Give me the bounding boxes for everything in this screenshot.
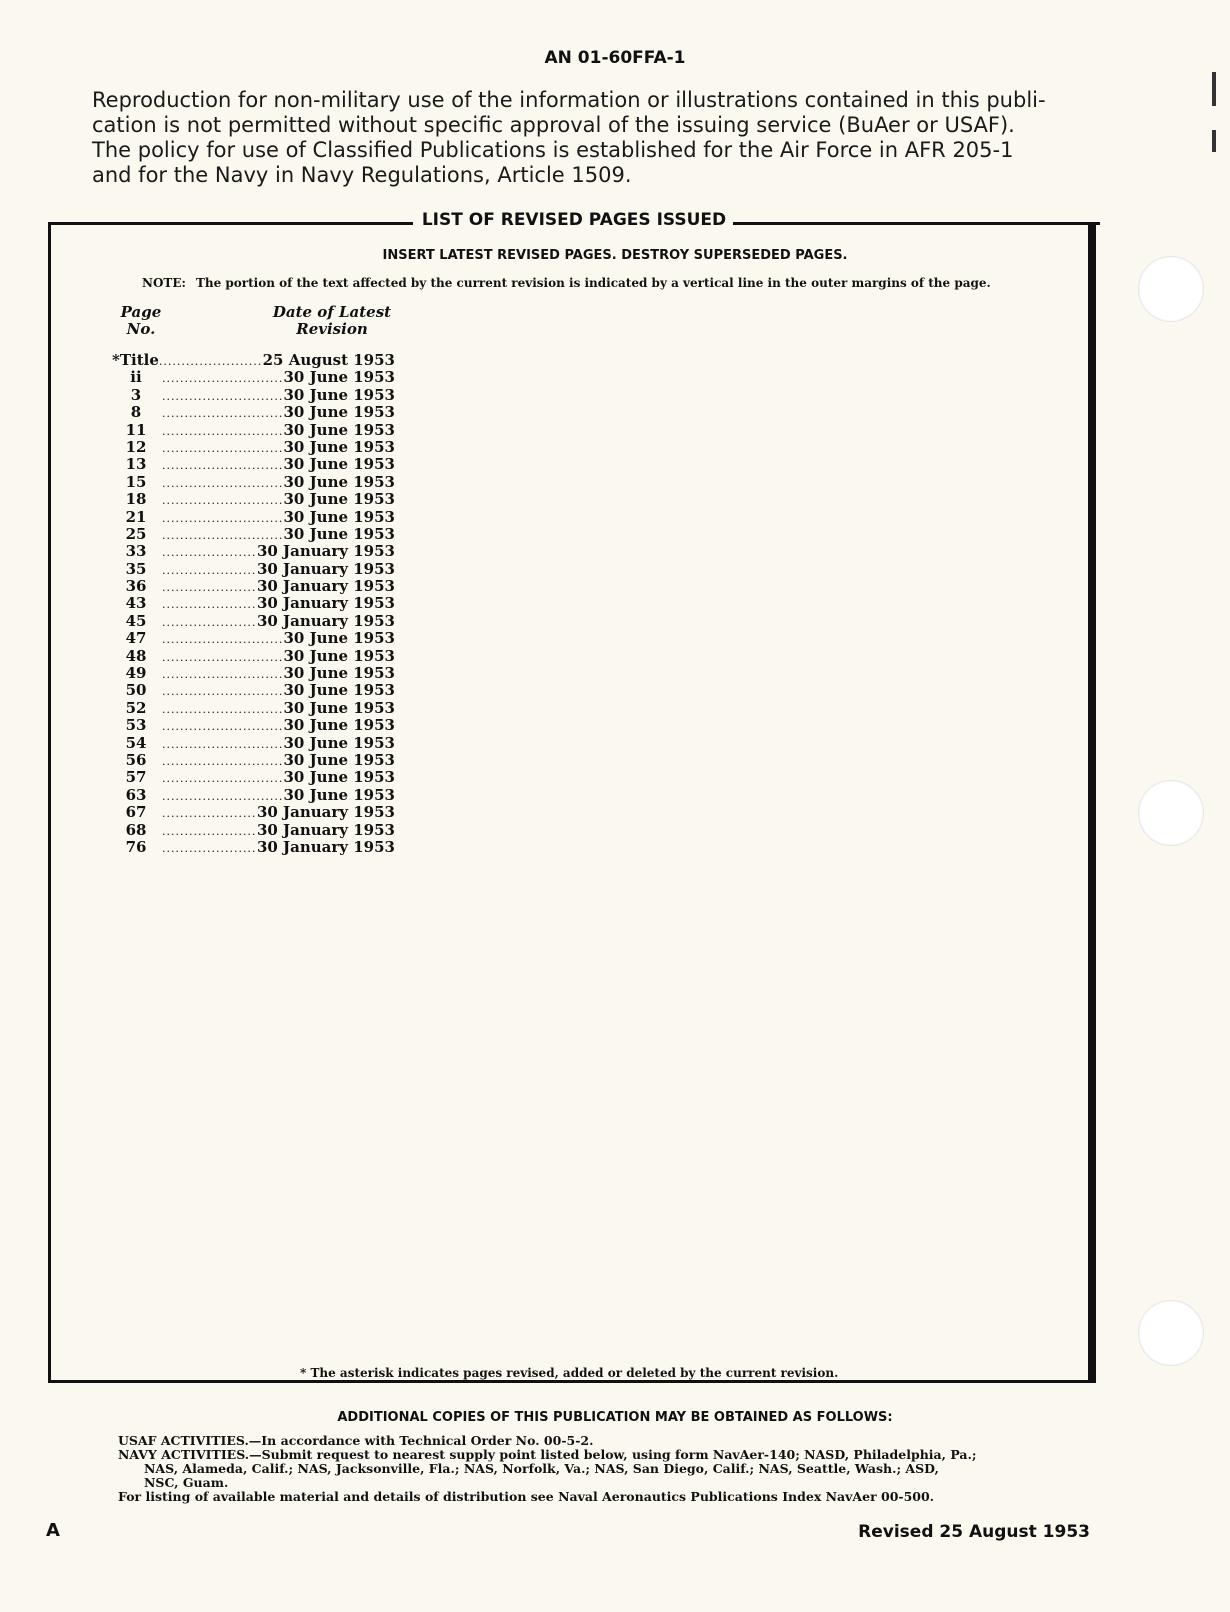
leader-dots [162, 649, 283, 666]
revised-page-number: 53 [125, 716, 147, 735]
leader-dots [162, 579, 257, 596]
revised-page-row [110, 769, 395, 786]
notice-line: cation is not permitted without specific approval of the issuing service (BuAer or USAF). [92, 113, 1015, 137]
leader-dots [162, 370, 283, 387]
column-header-page-line2: No. [126, 320, 156, 338]
additional-copies-heading: ADDITIONAL COPIES OF THIS PUBLICATION MAY BE OBTAINED AS FOLLOWS: [337, 1410, 893, 1425]
leader-dots [162, 475, 283, 492]
distribution-listing: For listing of available material and details of distribution see Naval Aeronautics Publications Index NavAer 00-500. [118, 1489, 935, 1504]
revision-date: 30 June 1953 [283, 385, 395, 404]
revision-date: 30 June 1953 [283, 716, 395, 735]
revised-page-row [110, 387, 395, 404]
revised-page-row [110, 822, 395, 839]
binder-hole [1138, 780, 1204, 846]
revised-page-number: 48 [125, 646, 147, 665]
revision-note [142, 276, 991, 290]
column-header-date [272, 304, 392, 338]
revision-date: 30 June 1953 [283, 368, 395, 387]
document-number: AN 01-60FFA-1 [544, 48, 686, 68]
leader-dots [162, 666, 283, 683]
revision-date: 30 June 1953 [283, 664, 395, 683]
leader-dots [162, 596, 257, 613]
revised-page-number: 13 [125, 455, 147, 474]
revision-date: 30 June 1953 [283, 472, 395, 491]
leader-dots [159, 353, 263, 370]
revised-page-number: 11 [125, 420, 147, 439]
revised-page-row [110, 543, 395, 560]
leader-dots [162, 492, 283, 509]
column-header-page [120, 304, 162, 338]
edge-mark [1212, 130, 1216, 152]
revised-page-row [110, 700, 395, 717]
revised-page-number: 45 [125, 611, 147, 630]
revised-page-row [110, 491, 395, 508]
revised-page-row [110, 613, 395, 630]
revised-page-row [110, 735, 395, 752]
revised-page-row [110, 682, 395, 699]
revised-page-number: 33 [125, 542, 147, 561]
revised-page-row [110, 752, 395, 769]
revision-date: 30 June 1953 [283, 750, 395, 769]
revision-date: 30 June 1953 [283, 524, 395, 543]
notice-line: Reproduction for non-military use of the information or illustrations contained in this publi- [92, 88, 1046, 112]
revised-page-number: *Title [112, 351, 159, 369]
leader-dots [162, 440, 283, 457]
revised-page-number: 57 [125, 768, 147, 787]
page-letter: A [46, 1520, 60, 1541]
reproduction-notice [92, 88, 1072, 188]
revised-page-number: 68 [125, 820, 147, 839]
leader-dots [162, 562, 257, 579]
revised-page-number: 8 [130, 403, 142, 422]
leader-dots [162, 544, 257, 561]
leader-dots [162, 405, 283, 422]
revised-page-row [110, 369, 395, 386]
leader-dots [162, 683, 283, 700]
revision-date: 30 June 1953 [283, 455, 395, 474]
revised-page-row [110, 595, 395, 612]
binder-hole [1138, 1300, 1204, 1366]
revision-date: 30 January 1953 [256, 594, 395, 613]
revised-page-row [110, 526, 395, 543]
asterisk-note: * The asterisk indicates pages revised, added or deleted by the current revision. [300, 1366, 839, 1380]
revised-page-row [110, 404, 395, 421]
revision-date: 30 January 1953 [256, 577, 395, 596]
binder-hole [1138, 256, 1204, 322]
revision-instruction: INSERT LATEST REVISED PAGES. DESTROY SUPERSEDED PAGES. [382, 248, 848, 263]
revised-page-number: 15 [125, 472, 147, 491]
revision-date: 30 June 1953 [283, 403, 395, 422]
revision-date-footer: Revised 25 August 1953 [858, 1522, 1090, 1542]
revised-page-row [110, 456, 395, 473]
revision-date: 30 June 1953 [283, 646, 395, 665]
revised-page-row [110, 509, 395, 526]
revised-page-row [110, 474, 395, 491]
revised-page-number: 43 [125, 594, 147, 613]
revised-page-row [110, 839, 395, 856]
revision-date: 30 June 1953 [283, 681, 395, 700]
revision-date: 30 June 1953 [283, 733, 395, 752]
revision-date: 30 June 1953 [283, 437, 395, 456]
notice-line: The policy for use of Classified Publications is established for the Air Force in AFR 205-1 [92, 138, 1014, 162]
leader-dots [162, 736, 283, 753]
leader-dots [162, 457, 283, 474]
revised-page-row [110, 804, 395, 821]
revision-date: 25 August 1953 [262, 351, 395, 369]
revised-page-number: 76 [125, 837, 147, 856]
revised-page-number: 3 [130, 385, 142, 404]
revised-page-number: 21 [125, 507, 147, 526]
revised-page-row [110, 630, 395, 647]
navy-activities-line1: NAVY ACTIVITIES.—Submit request to nearest supply point listed below, using form NavAer-140; NASD, Philadelphia, Pa.; [118, 1447, 977, 1462]
revision-date: 30 June 1953 [283, 785, 395, 804]
revised-page-number: 12 [125, 437, 147, 456]
column-header-date-line2: Revision [296, 320, 368, 338]
leader-dots [162, 701, 283, 718]
revised-page-row [110, 648, 395, 665]
revision-date: 30 June 1953 [283, 420, 395, 439]
leader-dots [162, 614, 257, 631]
revised-page-row [110, 578, 395, 595]
notice-line: and for the Navy in Navy Regulations, Article 1509. [92, 163, 632, 187]
leader-dots [162, 510, 283, 527]
revised-page-number: 49 [125, 664, 147, 683]
revised-page-number: 52 [125, 698, 147, 717]
leader-dots [162, 631, 283, 648]
revision-date: 30 June 1953 [283, 768, 395, 787]
revised-page-number: 25 [125, 524, 147, 543]
edge-mark [1212, 72, 1216, 106]
revised-page-number: ii [130, 368, 142, 387]
revised-pages-list [110, 352, 395, 856]
leader-dots [162, 840, 257, 857]
revised-page-row [110, 422, 395, 439]
navy-activities-line2: NAS, Alameda, Calif.; NAS, Jacksonville, Fla.; NAS, Norfolk, Va.; NAS, San Diego, Calif.; NAS, Seattle, Wash.; ASD, [144, 1461, 939, 1476]
revised-page-number: 36 [125, 577, 147, 596]
revised-page-row [110, 717, 395, 734]
revised-page-number: 50 [125, 681, 147, 700]
revised-page-number: 67 [125, 803, 147, 822]
leader-dots [162, 753, 283, 770]
revised-page-number: 47 [125, 629, 147, 648]
revised-page-row [110, 787, 395, 804]
note-label: NOTE: [142, 276, 186, 290]
revised-page-row [110, 561, 395, 578]
revision-date: 30 January 1953 [256, 611, 395, 630]
note-text: The portion of the text affected by the current revision is indicated by a vertical line in the outer margins of the page. [195, 276, 991, 290]
revised-pages-heading: LIST OF REVISED PAGES ISSUED [421, 210, 727, 230]
leader-dots [162, 388, 283, 405]
leader-dots [162, 770, 283, 787]
revised-page-row [110, 665, 395, 682]
leader-dots [162, 423, 283, 440]
revision-date: 30 June 1953 [283, 698, 395, 717]
revised-page-row [110, 352, 395, 369]
distribution-instructions [118, 1434, 1016, 1504]
leader-dots [162, 823, 257, 840]
leader-dots [162, 805, 257, 822]
column-header-page-line1: Page [120, 303, 162, 321]
column-header-date-line1: Date of Latest [272, 303, 392, 321]
revision-date: 30 June 1953 [283, 490, 395, 509]
revised-page-number: 56 [125, 750, 147, 769]
revision-date: 30 January 1953 [256, 542, 395, 561]
revision-date: 30 January 1953 [256, 820, 395, 839]
revision-date: 30 June 1953 [283, 507, 395, 526]
revision-date: 30 January 1953 [256, 837, 395, 856]
revision-date: 30 January 1953 [256, 559, 395, 578]
revised-page-number: 18 [125, 490, 147, 509]
leader-dots [162, 718, 283, 735]
usaf-activities: USAF ACTIVITIES.—In accordance with Technical Order No. 00-5-2. [118, 1433, 594, 1448]
revision-date: 30 January 1953 [256, 803, 395, 822]
revision-date: 30 June 1953 [283, 629, 395, 648]
revised-page-number: 63 [125, 785, 147, 804]
navy-activities-line3: NSC, Guam. [144, 1475, 229, 1490]
revised-page-number: 54 [125, 733, 147, 752]
revised-page-row [110, 439, 395, 456]
revised-page-number: 35 [125, 559, 147, 578]
